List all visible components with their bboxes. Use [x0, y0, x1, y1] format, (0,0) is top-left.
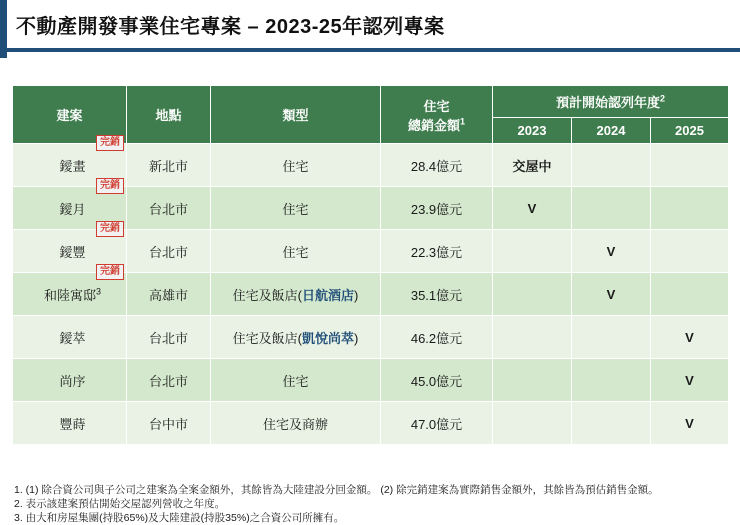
- type-prefix: 住宅: [282, 373, 309, 389]
- footnote-1: 1. (1) 除合資公司與子公司之建案為全案金額外，其餘皆為大陸建設分回金額。 (2) 除完銷建案為實際銷售金額外，其餘皆為預估銷售金額。: [14, 484, 659, 496]
- cell-amount: 28.4億元: [381, 144, 493, 187]
- cell-location: 台北市: [127, 359, 211, 402]
- cell-amount: 22.3億元: [381, 230, 493, 273]
- cell-y2024: [572, 402, 651, 445]
- title-underline: [0, 48, 740, 52]
- cell-y2023: 交屋中: [493, 144, 572, 187]
- cell-amount: 23.9億元: [381, 187, 493, 230]
- footnotes: [14, 483, 730, 525]
- cell-type: [211, 359, 381, 402]
- cell-project-name: [13, 316, 127, 359]
- status-badge: 完銷: [96, 178, 124, 194]
- cell-y2023: [493, 316, 572, 359]
- cell-location: 台北市: [127, 316, 211, 359]
- cell-y2024: [572, 359, 651, 402]
- table-row: [13, 359, 729, 402]
- cell-y2025: [651, 273, 729, 316]
- cell-project-name: [13, 402, 127, 445]
- col-amount-superscript: 1: [460, 116, 466, 127]
- cell-y2025: V: [651, 316, 729, 359]
- project-name-superscript: 3: [96, 286, 102, 297]
- cell-y2024: [572, 144, 651, 187]
- col-year-2023: 2023: [493, 118, 572, 144]
- cell-amount: 45.0億元: [381, 359, 493, 402]
- cell-y2025: [651, 230, 729, 273]
- status-badge: 完銷: [96, 135, 124, 151]
- cell-project-name: [13, 266, 127, 316]
- col-location: 地點: [127, 86, 211, 144]
- cell-location: 台北市: [127, 187, 211, 230]
- col-years-group-superscript: 2: [660, 93, 666, 104]
- projects-table: [12, 85, 729, 445]
- col-year-2024: 2024: [572, 118, 651, 144]
- cell-project-name: [13, 359, 127, 402]
- type-prefix: 住宅及商辦: [262, 416, 328, 432]
- type-highlight: 日航酒店: [301, 287, 354, 303]
- cell-y2023: [493, 273, 572, 316]
- table-row: [13, 273, 729, 316]
- cell-type: [211, 144, 381, 187]
- col-amount-line2: 總銷金額: [407, 117, 460, 133]
- col-project: 建案: [13, 86, 127, 144]
- project-name-label: 鑀萃: [59, 330, 86, 346]
- col-years-group-label: 預計開始認列年度: [556, 95, 661, 110]
- cell-type: [211, 187, 381, 230]
- cell-type: [211, 230, 381, 273]
- cell-type: [211, 402, 381, 445]
- footnote-3: 3. 由大和房屋集團(持股65%)及大陸建設(持股35%)之合資公司所擁有。: [14, 512, 345, 524]
- table-row: [13, 316, 729, 359]
- col-year-2025: 2025: [651, 118, 729, 144]
- status-badge: 完銷: [96, 264, 124, 280]
- type-prefix: 住宅: [282, 158, 309, 174]
- cell-y2023: [493, 402, 572, 445]
- cell-location: 台中市: [127, 402, 211, 445]
- cell-amount: 47.0億元: [381, 402, 493, 445]
- cell-location: 台北市: [127, 230, 211, 273]
- project-name-label: 鑀畫: [59, 158, 86, 174]
- cell-y2025: [651, 187, 729, 230]
- project-name-label: 尚序: [59, 373, 86, 389]
- type-prefix: 住宅及飯店(: [232, 330, 302, 346]
- cell-y2024: V: [572, 230, 651, 273]
- project-name-label: 豐蒔: [59, 416, 86, 432]
- status-badge: 完銷: [96, 221, 124, 237]
- cell-y2024: V: [572, 273, 651, 316]
- cell-type: [211, 273, 381, 316]
- type-prefix: 住宅及飯店(: [232, 287, 302, 303]
- cell-y2024: [572, 187, 651, 230]
- cell-amount: 46.2億元: [381, 316, 493, 359]
- cell-y2025: V: [651, 359, 729, 402]
- col-amount-line1: 住宅: [423, 98, 450, 114]
- col-years-group: [493, 86, 729, 118]
- cell-location: 新北市: [127, 144, 211, 187]
- col-amount: [381, 86, 493, 144]
- cell-y2023: [493, 230, 572, 273]
- table-row: [13, 402, 729, 445]
- type-suffix: ): [354, 330, 359, 346]
- project-name-label: 和陸寓邸: [43, 287, 96, 303]
- footnote-2: 2. 表示該建案預估開始交屋認列營收之年度。: [14, 498, 226, 510]
- cell-y2025: V: [651, 402, 729, 445]
- type-prefix: 住宅: [282, 201, 309, 217]
- cell-amount: 35.1億元: [381, 273, 493, 316]
- col-type: 類型: [211, 86, 381, 144]
- cell-y2024: [572, 316, 651, 359]
- cell-y2023: [493, 359, 572, 402]
- cell-y2023: V: [493, 187, 572, 230]
- type-prefix: 住宅: [282, 244, 309, 260]
- project-name-label: 鑀豐: [59, 244, 86, 260]
- cell-type: [211, 316, 381, 359]
- type-highlight: 凱悅尚萃: [301, 330, 354, 346]
- type-suffix: ): [354, 287, 359, 303]
- table-body: [13, 137, 729, 445]
- project-name-label: 鑀月: [59, 201, 86, 217]
- cell-location: 高雄市: [127, 273, 211, 316]
- page-title: 不動產開發事業住宅專案 – 2023-25年認列專案: [16, 16, 445, 38]
- cell-y2025: [651, 144, 729, 187]
